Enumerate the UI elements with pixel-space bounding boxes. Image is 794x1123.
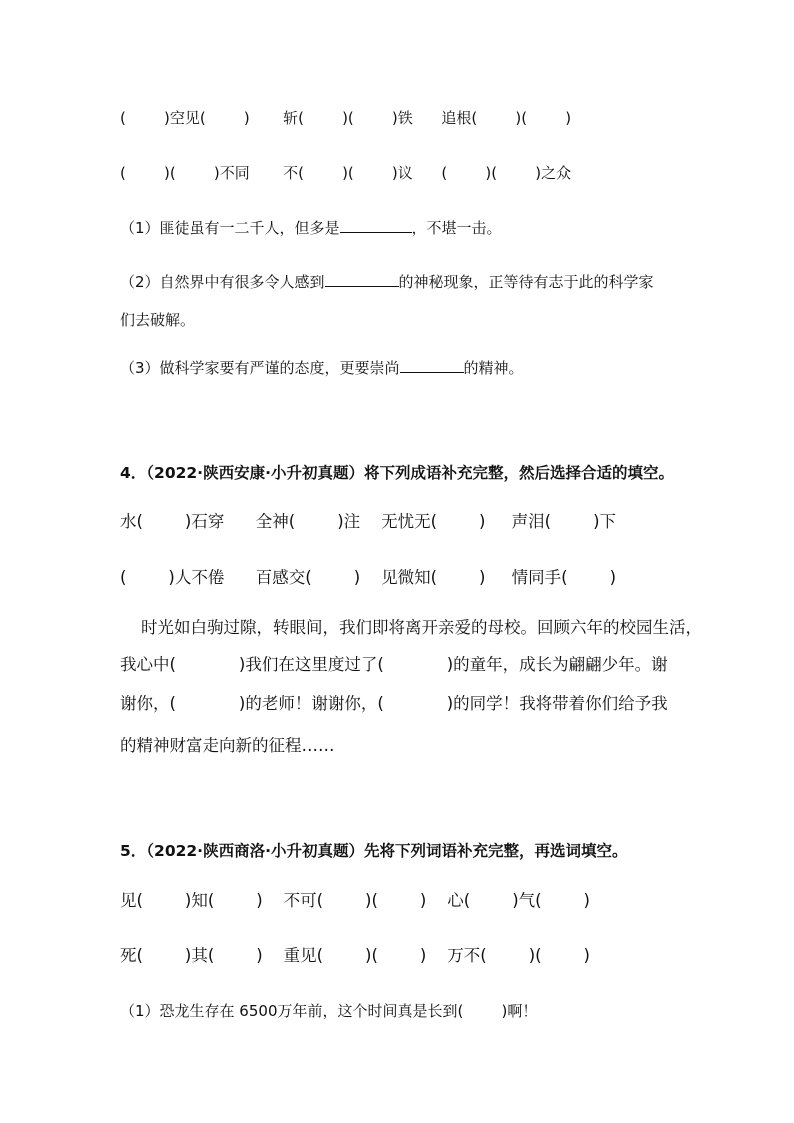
q4-paragraph-line-2: 我心中( )我们在这里度过了( )的童年，成长为翩翩少年。谢: [120, 655, 668, 674]
idiom-row-1: ( )空见( ) 斩( )( )铁 追根( )( ): [120, 109, 572, 127]
answer-blank[interactable]: [325, 272, 399, 287]
sentence-2-text-a: （2）自然界中有很多令人感到: [120, 273, 325, 291]
answer-blank[interactable]: [400, 358, 464, 373]
sentence-1-text-a: （1）匪徒虽有一二千人，但多是: [120, 219, 340, 237]
q4-idiom-row-1: 水( )石穿 全神( )注 无忧无( ) 声泪( )下: [120, 512, 617, 531]
q5-word-row-2: 死( )其( ) 重见( )( ) 万不( )( ): [120, 946, 590, 965]
answer-blank[interactable]: [340, 218, 412, 233]
sentence-3: [120, 358, 524, 378]
q4-idiom-row-2: ( )人不倦 百感交( ) 见微知( ) 情同手( ): [120, 568, 617, 587]
sentence-2-text-b: 的神秘现象，正等待有志于此的科学家: [398, 273, 654, 291]
q5-word-row-1: 见( )知( ) 不可( )( ) 心( )气( ): [120, 891, 590, 910]
q4-paragraph-line-3: 谢你，( )的老师！谢谢你，( )的同学！我将带着你们给予我: [120, 694, 668, 713]
sentence-1: [120, 218, 502, 238]
q4-paragraph-line-1: 时光如白驹过隙，转眼间，我们即将离开亲爱的母校。回顾六年的校园生活，: [120, 618, 702, 637]
question-4-title: 4．（2022·陕西安康·小升初真题）将下列成语补充完整，然后选择合适的填空。: [120, 464, 674, 482]
sentence-2-cont: 们去破解。: [120, 311, 196, 329]
sentence-3-text-a: （3）做科学家要有严谨的态度，更要崇尚: [120, 359, 400, 377]
sentence-1-text-b: ，不堪一击。: [411, 219, 502, 237]
question-5-title: 5．（2022·陕西商洛·小升初真题）先将下列词语补充完整，再选词填空。: [120, 842, 628, 860]
q5-sentence-1: （1）恐龙生存在 6500万年前，这个时间真是长到( )啊！: [120, 1002, 538, 1020]
q4-paragraph-line-4: 的精神财富走向新的征程……: [120, 736, 335, 755]
sentence-2: [120, 272, 654, 292]
sentence-3-text-b: 的精神。: [463, 359, 524, 377]
idiom-row-2: ( )( )不同 不( )( )议 ( )( )之众: [120, 164, 572, 182]
